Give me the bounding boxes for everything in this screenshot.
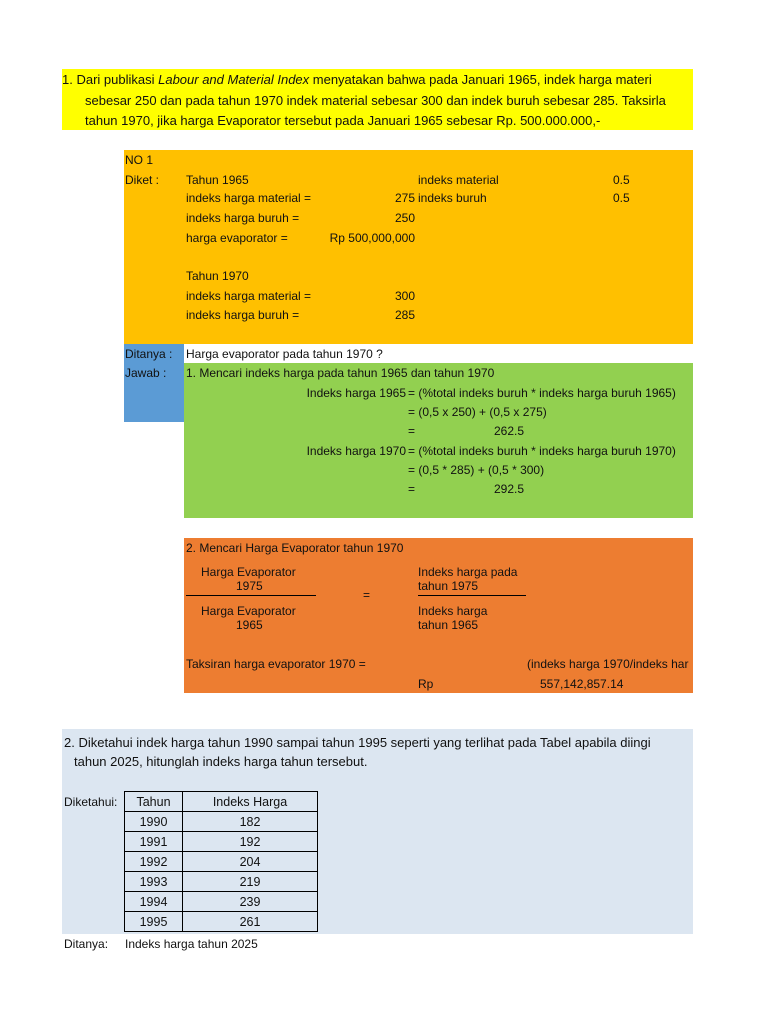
- table-header-row: [125, 792, 318, 812]
- cell-tahun: 1992: [125, 852, 183, 872]
- column-header-tahun: Tahun: [125, 792, 183, 812]
- indeks-harga-1965-label: Indeks harga 1965: [306, 386, 406, 400]
- taksiran-currency: Rp: [418, 677, 434, 691]
- diketahui-label: Diketahui:: [64, 795, 118, 809]
- cell-tahun: 1991: [125, 832, 183, 852]
- ihm-1965-label: indeks harga material =: [186, 191, 312, 205]
- tahun-1970-heading: Tahun 1970: [186, 269, 249, 283]
- q2-ditanya-label: Ditanya:: [64, 937, 109, 951]
- fraction-right-numerator-1: Indeks harga pada: [418, 565, 518, 579]
- ihm-1970-label: indeks harga material =: [186, 289, 312, 303]
- fraction-right-line: [418, 595, 526, 596]
- ihb-1970-label: indeks harga buruh =: [186, 308, 300, 322]
- cell-indeks: 204: [183, 852, 318, 872]
- table-row: [125, 852, 318, 872]
- ditanya-label: Ditanya :: [125, 347, 173, 361]
- indeks-harga-1970-formula: = (%total indeks buruh * indeks harga buruh 1970): [408, 444, 676, 458]
- indeks-buruh-label: indeks buruh: [418, 191, 487, 205]
- ihm-1965-value: 275: [394, 191, 415, 205]
- question-1-line-1-post: menyatakan bahwa pada Januari 1965, indek harga materi: [309, 72, 652, 87]
- indeks-harga-1970-result: 292.5: [493, 482, 524, 496]
- cell-indeks: 219: [183, 872, 318, 892]
- ihb-1965-value: 250: [394, 211, 415, 225]
- indeks-harga-1965-result: 262.5: [493, 424, 524, 438]
- taksiran-label: Taksiran harga evaporator 1970 =: [186, 657, 366, 671]
- cell-tahun: 1990: [125, 812, 183, 832]
- indeks-harga-1965-formula: = (%total indeks buruh * indeks harga buruh 1965): [408, 386, 676, 400]
- indeks-harga-1970-substitution: = (0,5 * 285) + (0,5 * 300): [408, 463, 545, 477]
- q2-ditanya-text: Indeks harga tahun 2025: [125, 937, 258, 951]
- question-1-line-2: sebesar 250 dan pada tahun 1970 indek material sebesar 300 dan indek buruh sebesar 285. Taksirla: [85, 93, 666, 108]
- ihb-1965-label: indeks harga buruh =: [186, 211, 300, 225]
- fraction-left-denominator-2: 1965: [236, 618, 263, 632]
- cell-tahun: 1994: [125, 892, 183, 912]
- fraction-right-denominator-2: tahun 1965: [418, 618, 479, 632]
- question-1-source-title: Labour and Material Index: [158, 72, 310, 87]
- cell-indeks: 261: [183, 912, 318, 932]
- ihb-1970-value: 285: [394, 308, 415, 322]
- fraction-right-numerator-2: tahun 1975: [418, 579, 479, 593]
- problem-number: NO 1: [125, 153, 154, 167]
- fraction-left-denominator-1: Harga Evaporator: [201, 604, 296, 618]
- indeks-harga-1970-label: Indeks harga 1970: [306, 444, 406, 458]
- table-row: [125, 912, 318, 932]
- indeks-buruh-value: 0.5: [613, 191, 630, 205]
- harga-evaporator-label: harga evaporator =: [186, 231, 288, 245]
- question-1-line-1-pre: 1. Dari publikasi: [62, 72, 159, 87]
- question-1-line-1: [62, 70, 652, 90]
- table-row: [125, 872, 318, 892]
- fraction-left-line: [186, 595, 316, 596]
- cell-tahun: 1993: [125, 872, 183, 892]
- question-1-line-3: tahun 1970, jika harga Evaporator tersebut pada Januari 1965 sebesar Rp. 500.000.000,-: [85, 113, 601, 128]
- step-1-title: 1. Mencari indeks harga pada tahun 1965 dan tahun 1970: [186, 366, 495, 380]
- harga-evaporator-value: Rp 500,000,000: [329, 231, 415, 245]
- taksiran-result: 557,142,857.14: [540, 677, 624, 691]
- jawab-label: Jawab :: [125, 366, 167, 380]
- indeks-harga-1965-substitution: = (0,5 x 250) + (0,5 x 275): [408, 405, 547, 419]
- column-header-indeks: Indeks Harga: [183, 792, 318, 812]
- table-row: [125, 832, 318, 852]
- ihm-1970-value: 300: [394, 289, 415, 303]
- cell-indeks: 182: [183, 812, 318, 832]
- indeks-material-value: 0.5: [613, 173, 630, 187]
- indeks-harga-1970-equals: =: [408, 482, 416, 496]
- ditanya-text: Harga evaporator pada tahun 1970 ?: [186, 347, 383, 361]
- cell-indeks: 192: [183, 832, 318, 852]
- diket-label: Diket :: [125, 173, 160, 187]
- indeks-harga-1965-equals: =: [408, 424, 416, 438]
- indeks-material-label: indeks material: [418, 173, 499, 187]
- table-row: [125, 892, 318, 912]
- tahun-1965-heading: Tahun 1965: [186, 173, 249, 187]
- fraction-left-numerator-1: Harga Evaporator: [201, 565, 296, 579]
- table-row: [125, 812, 318, 832]
- fraction-equals-sign: =: [363, 588, 371, 602]
- question-2-line-1: 2. Diketahui indek harga tahun 1990 sampai tahun 1995 seperti yang terlihat pada Tabel apabila diingi: [64, 735, 651, 750]
- taksiran-formula: (indeks harga 1970/indeks har: [527, 657, 689, 671]
- index-table: [124, 791, 318, 932]
- cell-tahun: 1995: [125, 912, 183, 932]
- fraction-right-denominator-1: Indeks harga: [418, 604, 488, 618]
- step-2-title: 2. Mencari Harga Evaporator tahun 1970: [186, 541, 404, 555]
- question-2-line-2: tahun 2025, hitunglah indeks harga tahun tersebut.: [74, 754, 368, 769]
- cell-indeks: 239: [183, 892, 318, 912]
- fraction-left-numerator-2: 1975: [236, 579, 263, 593]
